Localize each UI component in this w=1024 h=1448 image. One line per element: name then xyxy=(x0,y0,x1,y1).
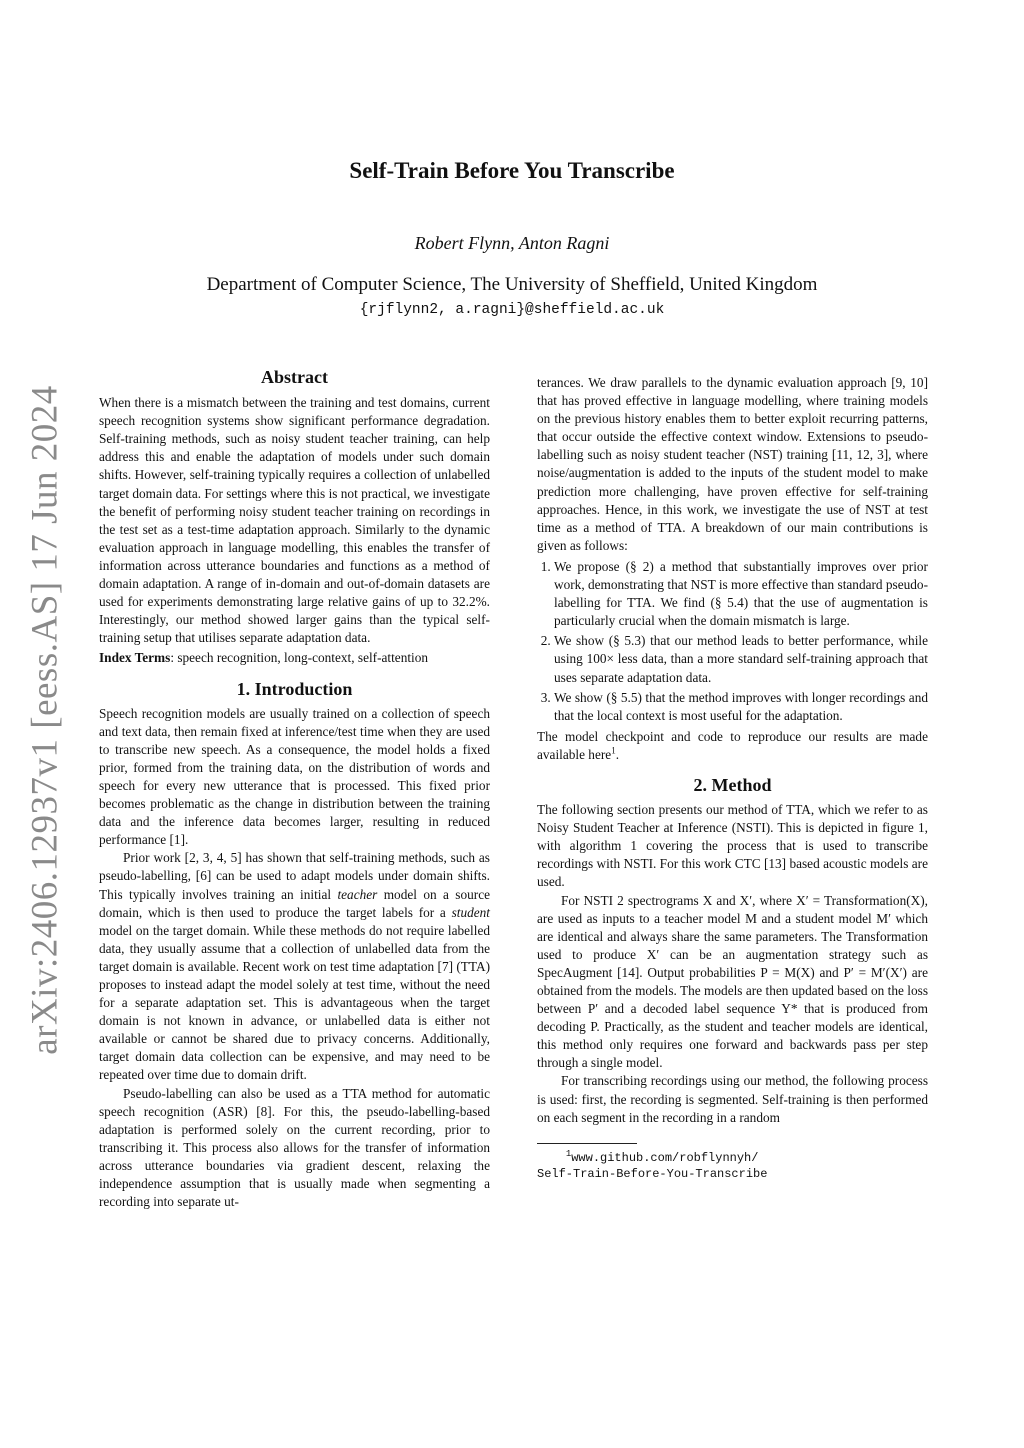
index-terms-text: : speech recognition, long-context, self-attention xyxy=(170,650,429,666)
intro-p2-part-c: model on the target domain. While these methods do not require labelled data, they usually assume that a collection of unlabelled data from the target domain is available. Recent work on test time adaptation [7] (TTA) proposes to instead adapt the model solely at test time, without the need for a separate adaptation set. This is advantageous when the target domain is not known in advance, or unlabelled data is either not available or cannot be shared due to privacy concerns. Additionally, target domain data collection can be expensive, and may need to be repeated over time due to domain drift. xyxy=(99,922,490,1083)
affiliation: Department of Computer Science, The University of Sheffield, United Kingdom xyxy=(206,274,818,295)
index-terms xyxy=(99,649,490,667)
right-column xyxy=(537,374,928,1182)
arxiv-watermark xyxy=(10,385,80,1055)
method-heading: 2. Method xyxy=(693,774,772,795)
student-term: student xyxy=(451,904,490,920)
method-paragraph-1: The following section presents our method of TTA, which we refer to as Noisy Student Teacher at Inference (NSTI). This is depicted in figure 1, with algorithm 1 covering the process that is used to transcribe recordings with NSTI. For this work CTC [13] based acoustic models are used. xyxy=(537,802,928,890)
author-email: {rjflynn2, a.ragni}@sheffield.ac.uk xyxy=(359,302,665,318)
intro-p2-part-a: Prior work [2, 3, 4, 5] has shown that self-training methods, such as pseudo-labelling, [6] can be used to adapt models under domain shifts. This typically involves training an initial xyxy=(99,850,490,902)
method-paragraph-2: For NSTI 2 spectrograms X and X′, where X′ = Transformation(X), are used as inputs to a teacher model M and a student model M′ which are identical and always share the same parameters. The Transformation used to produce X′ can be an augmentation strategy such as SpecAugment [14]. Output probabilities P = M(X) and P′ = M′(X′) are obtained from the models. The models are then updated based on the loss between P′ and a decoded label sequence Y* that is produced from decoding P. Practically, as the student and teacher models are identical, this method only requires one forward and backwards pass per step through a single model. xyxy=(537,892,928,1071)
intro-paragraph-1: Speech recognition models are usually trained on a collection of speech and text data, then remain fixed at inference/test time when they are used to transcribe new speech. As a consequence, the model holds a fixed prior, formed from the training data, on the distribution of words and speech for every new utterance that is processed. This fixed prior becomes problematic as the change in distribution between the training data and the inference data becomes larger, resulting in reduced performance [1]. xyxy=(99,705,490,848)
intro-paragraph-3: Pseudo-labelling can also be used as a TTA method for automatic speech recognition (ASR) [8]. For this, the pseudo-labelling-based adaptation is performed solely on the current recording, prior to transcribing it. This process also allows for the transfer of information across utterance boundaries via gradient descent, relaxing the independence assumption that is usually made when segmenting a recording into separate ut- xyxy=(99,1085,490,1210)
footnote-number: 1 xyxy=(565,1148,572,1159)
footnote-rule xyxy=(537,1143,637,1144)
contributions-list xyxy=(537,558,928,725)
abstract-text: When there is a mismatch between the training and test domains, current speech recognition systems show significant performance degradation. Self-training methods, such as noisy student teacher training, can help address this and enable the adaptation of models under such domain shifts. However, self-training typically requires a collection of unlabelled target domain data. For settings where this is not practical, we investigate the benefit of performing noisy student teacher training on recordings in the test set as a test-time adaptation approach. Similarly to the dynamic evaluation approach in language modelling, this enables the transfer of information across utterance boundaries and functions as a method of domain adaptation. A range of in-domain and out-of-domain datasets are used for experiments demonstrating large relative gains of up to 32.2%. Interestingly, our method showed larger gains than the typical self-training setup that utilises separate adaptation data. xyxy=(99,395,490,646)
contribution-item: 1. We propose (§ 2) a method that substantially improves over prior work, demonstrating that NST is more effective than standard pseudo-labelling for TTA. We find (§ 5.4) that the use of augmentation is particularly crucial when the domain mismatch is large. xyxy=(554,558,928,630)
contribution-item: 2. We show (§ 5.3) that our method leads to better performance, while using 100× less data, than a more standard self-training approach that uses separate adaptation data. xyxy=(554,632,928,686)
arxiv-id-text: arXiv:2406.12937v1 [eess.AS] 17 Jun 2024 xyxy=(24,385,66,1055)
sentence-end: . xyxy=(615,746,620,762)
contribution-item: 3. We show (§ 5.5) that the method improves with longer recordings and that the local context is most useful for the adaptation. xyxy=(554,689,928,725)
abstract-heading: Abstract xyxy=(261,367,328,387)
index-terms-label: Index Terms xyxy=(99,650,171,666)
code-availability-text: The model checkpoint and code to reproduce our results are made available here xyxy=(537,728,928,762)
paper-authors: Robert Flynn, Anton Ragni xyxy=(414,233,610,253)
footnote-url-part-1[interactable]: www.github.com/robflynnyh/ xyxy=(571,1150,759,1165)
intro-paragraph-4: terances. We draw parallels to the dynamic evaluation approach [9, 10] that has proved effective in language modelling, where training models on the previous history enables them to better exploit recurring patterns, that occur outside the effective context window. Extensions to pseudo-labelling such as noisy student teacher (NST) training [11, 12, 3], where noise/augmentation is added to the inputs of the student model to make prediction more challenging, have proven effective for self-training approaches. Hence, in this work, we investigate the use of NST at test time as a method of TTA. A breakdown of our main contributions is given as follows: xyxy=(537,375,928,553)
footnote-marker: 1 xyxy=(611,745,616,756)
footnote xyxy=(537,1150,928,1182)
paper-title: Self-Train Before You Transcribe xyxy=(349,158,675,183)
intro-paragraph-2 xyxy=(99,849,490,1084)
left-column xyxy=(99,368,490,1211)
footnote-line-2[interactable]: Self-Train-Before-You-Transcribe xyxy=(537,1166,768,1181)
footnote-line-1 xyxy=(537,1150,928,1166)
teacher-term: teacher xyxy=(337,886,378,902)
method-paragraph-3: For transcribing recordings using our method, the following process is used: first, the recording is segmented. Self-training is then performed on each segment in the recording in a random xyxy=(537,1073,928,1125)
intro-p2-part-b: model on a source domain, which is then used to produce the target labels for a xyxy=(99,886,490,920)
intro-paragraph-5 xyxy=(537,728,928,764)
intro-heading: 1. Introduction xyxy=(236,678,353,699)
